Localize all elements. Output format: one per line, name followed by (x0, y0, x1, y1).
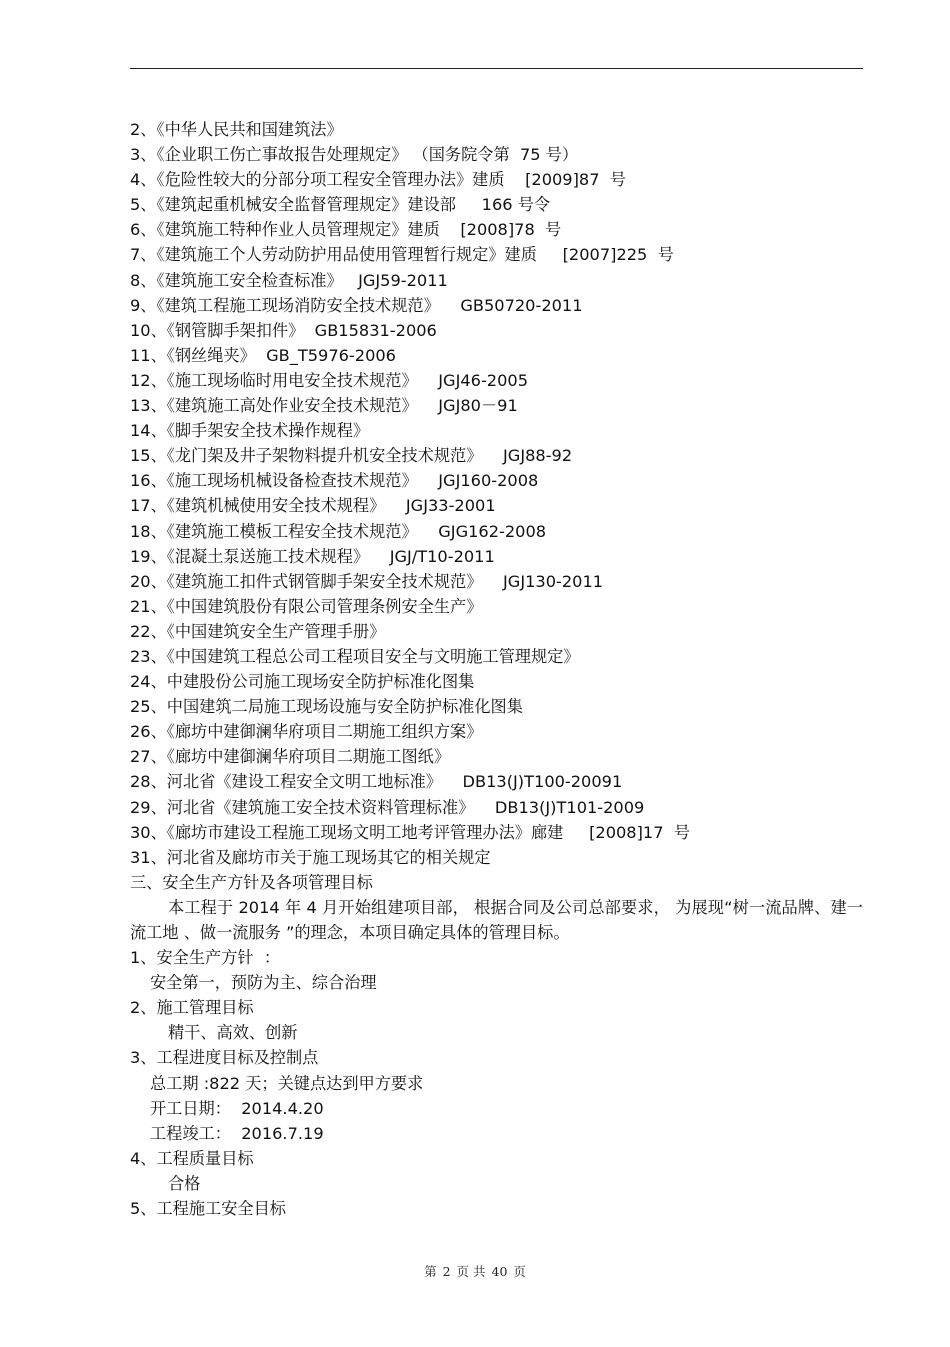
ref-item: 31、河北省及廊坊市关于施工现场其它的相关规定 (130, 847, 491, 867)
goal-text: 开工日期： 2014.4.20 (150, 1098, 324, 1118)
ref-item: 7、《建筑施工个人劳动防护用品使用管理暂行规定》建质 [2007]225 号 (130, 245, 674, 265)
footer-prefix: 第 (424, 1264, 437, 1279)
ref-item: 30、《廊坊市建设工程施工现场文明工地考评管理办法》廊建 [2008]17 号 (130, 822, 691, 842)
goal-text: 安全第一，预防为主、综合治理 (150, 973, 377, 993)
ref-item: 11、《钢丝绳夹》 GB_T5976-2006 (130, 345, 396, 365)
ref-item: 6、《建筑施工特种作业人员管理规定》建质 [2008]78 号 (130, 220, 562, 240)
ref-item: 14、《脚手架安全技术操作规程》 (130, 421, 370, 441)
ref-item: 8、《建筑施工安全检查标准》 JGJ59-2011 (130, 270, 448, 290)
section-title: 三、安全生产方针及各项管理目标 (130, 872, 373, 892)
footer-suffix: 页 (513, 1264, 526, 1279)
intro-paragraph: 本工程于 2014 年 4 月开始组建项目部， 根据合同及公司总部要求， 为展现“树一流品牌、建一流工地 、做一流服务 ”的理念，本项目确定具体的管理目标。 (130, 897, 863, 942)
ref-item: 5、《建筑起重机械安全监督管理规定》建设部 166 号令 (130, 195, 551, 215)
ref-item: 16、《施工现场机械设备检查技术规范》 JGJ160-2008 (130, 471, 539, 491)
goal-heading: 1、安全生产方针 ： (130, 948, 281, 968)
footer-total-pages: 40 (491, 1264, 508, 1279)
ref-item: 26、《廊坊中建御澜华府项目二期施工组织方案》 (130, 722, 483, 742)
footer-page-number: 2 (442, 1264, 451, 1279)
ref-item: 23、《中国建筑工程总公司工程项目安全与文明施工管理规定》 (130, 646, 580, 666)
ref-item: 13、《建筑施工高处作业安全技术规范》 JGJ80－91 (130, 396, 518, 416)
goal-heading: 5、工程施工安全目标 (130, 1199, 286, 1219)
page-footer (0, 1262, 950, 1280)
ref-item: 12、《施工现场临时用电安全技术规范》 JGJ46-2005 (130, 370, 528, 390)
ref-item: 9、《建筑工程施工现场消防安全技术规范》 GB50720-2011 (130, 295, 583, 315)
goal-heading: 3、工程进度目标及控制点 (130, 1048, 319, 1068)
document-body (130, 117, 863, 1221)
ref-item: 3、《企业职工伤亡事故报告处理规定》 （国务院令第 75 号） (130, 145, 579, 165)
ref-item: 15、《龙门架及井子架物料提升机安全技术规范》 JGJ88-92 (130, 446, 573, 466)
reference-list (130, 117, 863, 870)
ref-item: 10、《钢管脚手架扣件》 GB15831-2006 (130, 320, 437, 340)
ref-item: 24、中建股份公司施工现场安全防护标准化图集 (130, 672, 475, 692)
goal-heading: 2、施工管理目标 (130, 998, 254, 1018)
ref-item: 28、河北省《建设工程安全文明工地标准》 DB13(J)T100-20091 (130, 772, 623, 792)
footer-mid: 页 共 (456, 1264, 486, 1279)
goal-heading: 4、工程质量目标 (130, 1148, 254, 1168)
ref-item: 19、《混凝土泵送施工技术规程》 JGJ/T10-2011 (130, 546, 495, 566)
ref-item: 17、《建筑机械使用安全技术规程》 JGJ33-2001 (130, 496, 496, 516)
ref-item: 18、《建筑施工模板工程安全技术规范》 GJG162-2008 (130, 521, 547, 541)
goal-text: 工程竣工： 2016.7.19 (150, 1123, 324, 1143)
goal-text: 精干、高效、创新 (168, 1023, 298, 1043)
goals-list (130, 945, 863, 1221)
ref-item: 27、《廊坊中建御澜华府项目二期施工图纸》 (130, 747, 451, 767)
ref-item: 2、《中华人民共和国建筑法》 (130, 120, 343, 139)
ref-item: 29、河北省《建筑施工安全技术资料管理标准》 DB13(J)T101-2009 (130, 797, 645, 817)
ref-item: 20、《建筑施工扣件式钢管脚手架安全技术规范》 JGJ130-2011 (130, 571, 604, 591)
ref-item: 4、《危险性较大的分部分项工程安全管理办法》建质 [2009]87 号 (130, 170, 626, 190)
ref-item: 21、《中国建筑股份有限公司管理条例安全生产》 (130, 596, 483, 616)
goal-text: 总工期 :822 天；关键点达到甲方要求 (150, 1073, 424, 1093)
ref-item: 22、《中国建筑安全生产管理手册》 (130, 621, 386, 641)
ref-item: 25、中国建筑二局施工现场设施与安全防护标准化图集 (130, 697, 523, 717)
goal-text: 合格 (168, 1173, 201, 1193)
header-rule (130, 68, 863, 69)
